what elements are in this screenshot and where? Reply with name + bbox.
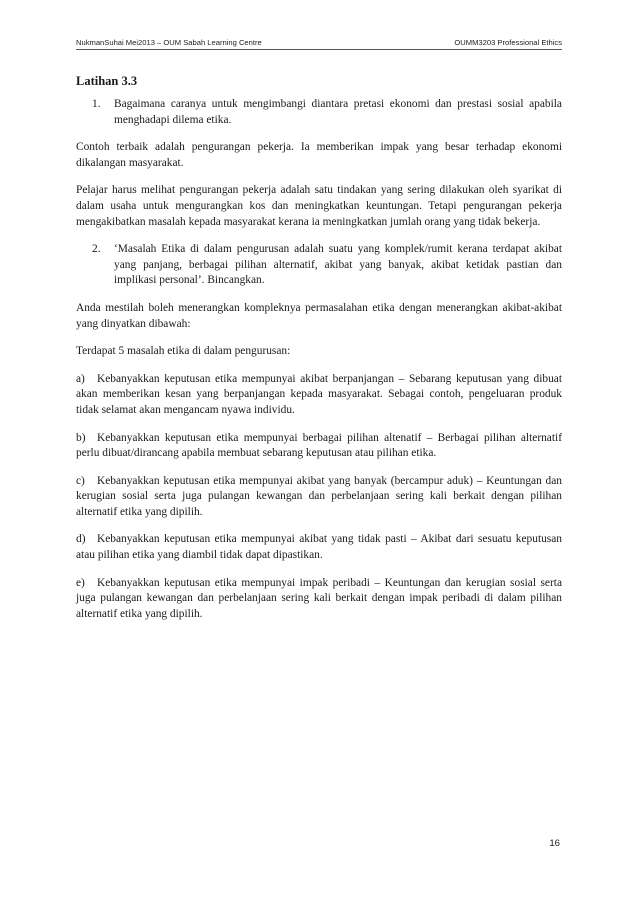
section-title: Latihan 3.3 — [76, 74, 138, 88]
question-number: 2. — [92, 243, 101, 256]
list-item-text: Kebanyakkan keputusan etika mempunyai akibat berpanjangan – Sebarang keputusan yang dibuat akan memberikan kesan yang berpanjangan kepada masyarakat. Sebagai contoh, pengeluaran produk tidak selamat akan mengancam nyawa individu. — [76, 372, 562, 416]
list-item-text: Kebanyakkan keputusan etika mempunyai akibat yang banyak (bercampur aduk) – Keuntungan dan kerugian sosial serta juga pulangan kewangan dan perbelanjaan sering kali berkait dengan pilihan alternatif etika yang dipilih. — [76, 474, 562, 518]
paragraph: Terdapat 5 masalah etika di dalam pengurusan: — [76, 345, 291, 358]
list-item — [76, 474, 562, 521]
header-left: NukmanSuhai Mei2013 – OUM Sabah Learning Centre — [76, 38, 262, 47]
page-content — [76, 73, 562, 634]
list-item-text: Kebanyakkan keputusan etika mempunyai akibat yang tidak pasti – Akibat dari sesuatu keputusan atau pilihan etika yang diambil tidak dapat dipastikan. — [76, 533, 562, 562]
list-item — [76, 431, 562, 462]
question-1 — [76, 97, 562, 128]
list-item — [76, 372, 562, 419]
paragraph: Contoh terbaik adalah pengurangan pekerja. Ia memberikan impak yang besar terhadap ekonomi dikalangan masyarakat. — [76, 141, 562, 169]
page-number: 16 — [549, 838, 560, 849]
question-text: ‘Masalah Etika di dalam pengurusan adalah suatu yang komplek/rumit kerana terdapat akibat yang panjang, berbagai pilihan alternatif, akibat yang banyak, akibat ketidak pastian dan implikasi personal’. Bincangkan. — [114, 243, 562, 287]
paragraph: Anda mestilah boleh menerangkan kompleknya permasalahan etika dengan menerangkan akibat-akibat yang dinyatkan dibawah: — [76, 301, 562, 330]
question-text: Bagaimana caranya untuk mengimbangi diantara pretasi ekonomi dan prestasi sosial apabila menghadapi dilema etika. — [114, 98, 562, 126]
list-item — [76, 576, 562, 623]
paragraph: Pelajar harus melihat pengurangan pekerja adalah satu tindakan yang sering dilakukan oleh syarikat di dalam usaha untuk mengurangkan kos dan meningkatkan keuntungan. Tetapi pengurangan pekerja mengakibatkan masalah kepada masyarakat kerana ia meningkatkan jumlah orang yang tidak bekerja. — [76, 184, 562, 228]
list-item-label: a) — [76, 372, 85, 385]
list-item-label: b) — [76, 431, 86, 444]
list-item-label: c) — [76, 474, 85, 487]
list-item-text: Kebanyakkan keputusan etika mempunyai berbagai pilihan altenatif – Berbagai pilihan alternatif perlu dibuat/dirancang apabila membuat sebarang keputusan atau pilihan etika. — [76, 431, 562, 460]
list-item-label: d) — [76, 533, 86, 546]
question-number: 1. — [92, 98, 101, 110]
list-item — [76, 532, 562, 563]
list-item-text: Kebanyakkan keputusan etika mempunyai impak peribadi – Keuntungan dan kerugian sosial serta juga pulangan kewangan dan perbelanjaan sering kali berkait dengan impak peribadi di dalam pilihan alternatif etika yang dipilih. — [76, 576, 562, 620]
question-2 — [76, 242, 562, 289]
list-item-label: e) — [76, 576, 85, 589]
page-header — [76, 38, 562, 50]
header-right: OUMM3203 Professional Ethics — [454, 38, 562, 47]
